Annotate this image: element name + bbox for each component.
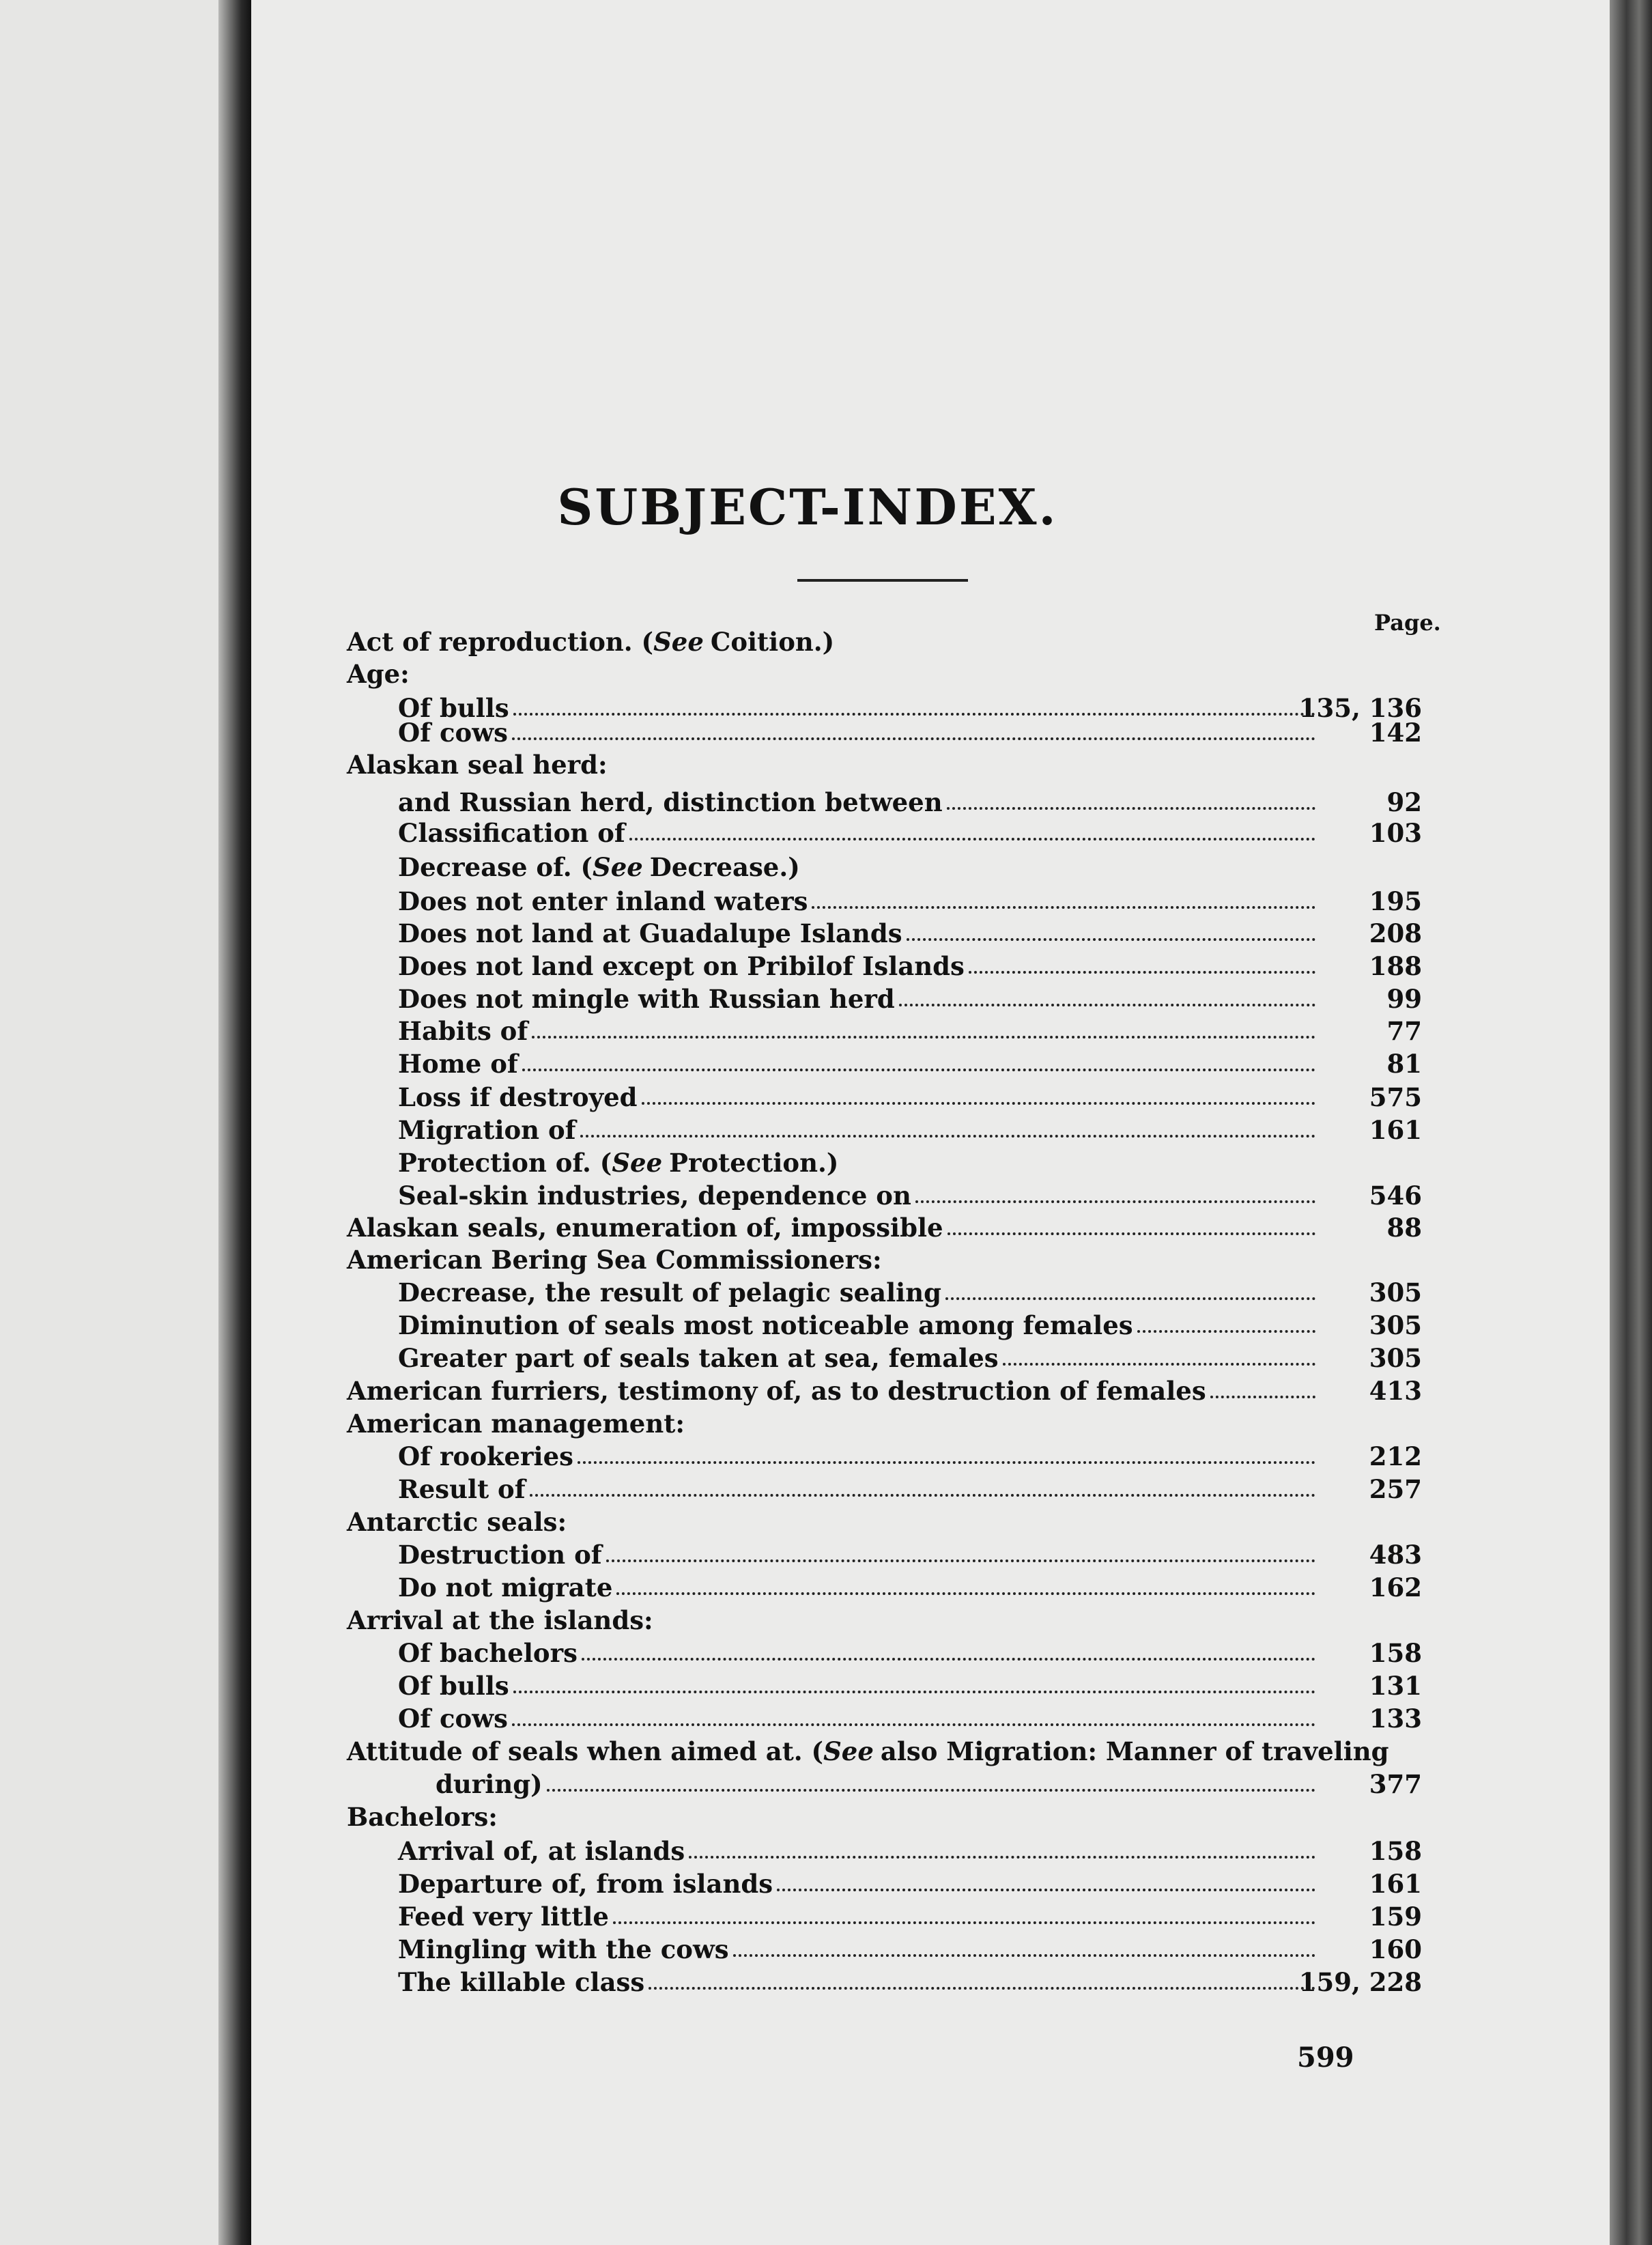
entry-page-number: 158 — [1369, 1638, 1422, 1668]
index-entry — [398, 1308, 1422, 1342]
entry-page-number: 257 — [1369, 1474, 1422, 1504]
entry-page-number: 103 — [1369, 818, 1422, 848]
dot-leader — [899, 1004, 1315, 1006]
index-entry — [398, 1965, 1422, 1999]
entry-label-continued: Decrease.) — [649, 852, 800, 882]
index-entry — [347, 657, 1422, 691]
dot-leader — [532, 1036, 1315, 1039]
dot-leader — [945, 1297, 1315, 1300]
dot-leader — [812, 906, 1315, 909]
dot-leader — [777, 1889, 1315, 1891]
entry-label: Mingling with the cows — [398, 1934, 729, 1964]
entry-label-continued: Protection.) — [669, 1148, 839, 1178]
entry-label: Of cows — [398, 718, 508, 748]
entry-label: Act of reproduction. ( — [347, 627, 654, 657]
index-entry — [398, 1275, 1422, 1310]
entry-label: Age: — [347, 659, 410, 689]
entry-label: Decrease, the result of pelagic sealing — [398, 1277, 941, 1308]
entry-page-number: 160 — [1369, 1934, 1422, 1964]
entry-page-number: 483 — [1369, 1540, 1422, 1570]
entry-label: Feed very little — [398, 1902, 609, 1932]
page-column-header: Page. — [1374, 610, 1441, 636]
index-entry — [398, 1834, 1422, 1868]
index-entry — [398, 1472, 1422, 1506]
index-entry — [398, 884, 1422, 918]
entry-label: Loss if destroyed — [398, 1082, 638, 1112]
dot-leader — [649, 1987, 1315, 1990]
entry-label: Habits of — [398, 1016, 528, 1046]
index-entry — [347, 1211, 1422, 1245]
entry-page-number: 305 — [1369, 1343, 1422, 1373]
dot-leader — [530, 1494, 1315, 1497]
index-entry — [398, 1341, 1422, 1375]
index-entry — [398, 1178, 1422, 1213]
entry-page-number: 131 — [1369, 1671, 1422, 1701]
entry-label: Does not land at Guadalupe Islands — [398, 918, 902, 948]
entry-label: Does not mingle with Russian herd — [398, 984, 895, 1014]
entry-label: Arrival of, at islands — [398, 1836, 685, 1866]
entry-page-number: 305 — [1369, 1277, 1422, 1308]
index-entry — [398, 1669, 1422, 1703]
see-reference: See — [823, 1736, 874, 1766]
dot-leader — [907, 938, 1315, 941]
index-entry — [398, 1867, 1422, 1901]
entry-page-number: 212 — [1369, 1441, 1422, 1471]
entry-label: Diminution of seals most noticeable among females — [398, 1310, 1133, 1340]
index-entry — [347, 1243, 1422, 1277]
entry-page-number: 99 — [1386, 984, 1422, 1014]
entry-page-number: 377 — [1369, 1769, 1422, 1799]
entry-label: during) — [436, 1769, 543, 1799]
dot-leader — [642, 1102, 1315, 1105]
entry-label: American furriers, testimony of, as to destruction of females — [347, 1376, 1206, 1406]
index-entry — [398, 1439, 1422, 1473]
entry-page-number: 413 — [1369, 1376, 1422, 1406]
entry-label: Do not migrate — [398, 1572, 613, 1602]
entry-label: Home of — [398, 1049, 518, 1079]
dot-leader — [582, 1658, 1315, 1661]
dot-leader — [512, 737, 1315, 740]
entry-page-number: 162 — [1369, 1572, 1422, 1602]
entry-page-number: 546 — [1369, 1181, 1422, 1211]
index-entry — [398, 1113, 1422, 1147]
entry-page-number: 161 — [1369, 1115, 1422, 1145]
index-entry — [398, 1080, 1422, 1114]
entry-label: Does not land except on Pribilof Islands — [398, 951, 965, 981]
entry-label-continued: Coition.) — [710, 627, 835, 657]
index-entry — [398, 1014, 1422, 1048]
dot-leader — [1003, 1363, 1315, 1366]
dot-leader — [1210, 1396, 1315, 1398]
entry-page-number: 159, 228 — [1298, 1967, 1422, 1997]
entry-label: and Russian herd, distinction between — [398, 787, 943, 817]
dot-leader — [512, 1723, 1315, 1726]
dot-leader — [616, 1592, 1315, 1595]
entry-page-number: 195 — [1369, 886, 1422, 916]
index-entry — [398, 785, 1422, 819]
index-entries — [251, 0, 1610, 2245]
entry-label: Of bulls — [398, 693, 509, 723]
dot-leader — [580, 1135, 1315, 1138]
entry-page-number: 575 — [1369, 1082, 1422, 1112]
index-entry — [398, 1538, 1422, 1572]
index-entry — [398, 1900, 1422, 1934]
entry-page-number: 158 — [1369, 1836, 1422, 1866]
dot-leader — [689, 1856, 1315, 1859]
index-entry — [398, 850, 1422, 884]
entry-page-number: 305 — [1369, 1310, 1422, 1340]
facing-page-edge — [0, 0, 218, 2245]
entry-label: Arrival at the islands: — [347, 1605, 653, 1635]
index-entry — [398, 916, 1422, 950]
entry-label: Seal-skin industries, dependence on — [398, 1181, 911, 1211]
index-entry — [398, 1146, 1422, 1180]
entry-label: The killable class — [398, 1967, 645, 1997]
entry-label: Departure of, from islands — [398, 1869, 773, 1899]
index-entry — [347, 1374, 1422, 1408]
entry-label: Of rookeries — [398, 1441, 573, 1471]
dot-leader — [606, 1559, 1315, 1562]
entry-page-number: 159 — [1369, 1902, 1422, 1932]
entry-label: Of bulls — [398, 1671, 509, 1701]
entry-label: Of cows — [398, 1704, 508, 1734]
index-entry — [347, 1734, 1422, 1768]
entry-label: Alaskan seal herd: — [347, 750, 608, 780]
entry-page-number: 81 — [1386, 1049, 1422, 1079]
entry-page-number: 208 — [1369, 918, 1422, 948]
entry-page-number: 88 — [1386, 1213, 1422, 1243]
index-entry — [347, 625, 1422, 659]
index-entry — [398, 1636, 1422, 1670]
dot-leader — [629, 838, 1315, 841]
entry-page-number: 77 — [1386, 1016, 1422, 1046]
entry-label-continued: also Migration: Manner of traveling — [880, 1736, 1389, 1766]
index-entry — [398, 949, 1422, 983]
entry-label: Antarctic seals: — [347, 1507, 567, 1537]
entry-label: American management: — [347, 1409, 685, 1439]
entry-page-number: 161 — [1369, 1869, 1422, 1899]
entry-page-number: 92 — [1386, 787, 1422, 817]
dot-leader — [947, 807, 1315, 810]
page-number: 599 — [1297, 2042, 1354, 2074]
entry-label: Bachelors: — [347, 1802, 498, 1832]
index-entry — [398, 1047, 1422, 1081]
index-entry — [347, 748, 1422, 782]
entry-label: Alaskan seals, enumeration of, impossible — [347, 1213, 943, 1243]
entry-label: Does not enter inland waters — [398, 886, 808, 916]
entry-label: Of bachelors — [398, 1638, 578, 1668]
dot-leader — [522, 1069, 1315, 1071]
index-entry — [398, 1932, 1422, 1966]
index-entry — [347, 1603, 1422, 1637]
entry-label: Migration of — [398, 1115, 576, 1145]
dot-leader — [578, 1461, 1315, 1464]
see-reference: See — [612, 1148, 663, 1178]
book-gutter — [218, 0, 251, 2245]
entry-label: Attitude of seals when aimed at. ( — [347, 1736, 824, 1766]
dot-leader — [1137, 1330, 1315, 1333]
entry-label: Result of — [398, 1474, 526, 1504]
entry-page-number: 188 — [1369, 951, 1422, 981]
entry-label: Greater part of seals taken at sea, females — [398, 1343, 999, 1373]
dot-leader — [547, 1789, 1315, 1792]
entry-page-number: 133 — [1369, 1704, 1422, 1734]
index-entry — [347, 1800, 1422, 1834]
index-entry — [398, 716, 1422, 750]
dot-leader — [513, 1691, 1315, 1693]
entry-label: American Bering Sea Commissioners: — [347, 1245, 882, 1275]
page-stack-edge — [1610, 0, 1652, 2245]
dot-leader — [733, 1954, 1315, 1957]
dot-leader — [915, 1200, 1315, 1203]
dot-leader — [969, 971, 1315, 974]
entry-page-number: 135, 136 — [1298, 693, 1422, 723]
entry-label: Protection of. ( — [398, 1148, 612, 1178]
dot-leader — [613, 1921, 1315, 1924]
book-page — [251, 0, 1610, 2245]
dot-leader — [948, 1232, 1315, 1235]
entry-label: Decrease of. ( — [398, 852, 593, 882]
index-entry — [398, 1570, 1422, 1605]
index-entry — [436, 1767, 1422, 1801]
entry-label: Destruction of — [398, 1540, 602, 1570]
index-entry — [398, 982, 1422, 1016]
index-entry — [398, 1702, 1422, 1736]
entry-page-number: 142 — [1369, 718, 1422, 748]
index-entry — [398, 816, 1422, 850]
see-reference: See — [653, 627, 704, 657]
index-entry — [347, 1407, 1422, 1441]
see-reference: See — [592, 852, 643, 882]
page-title: SUBJECT-INDEX. — [557, 478, 1058, 536]
index-entry — [347, 1505, 1422, 1539]
entry-label: Classification of — [398, 818, 625, 848]
